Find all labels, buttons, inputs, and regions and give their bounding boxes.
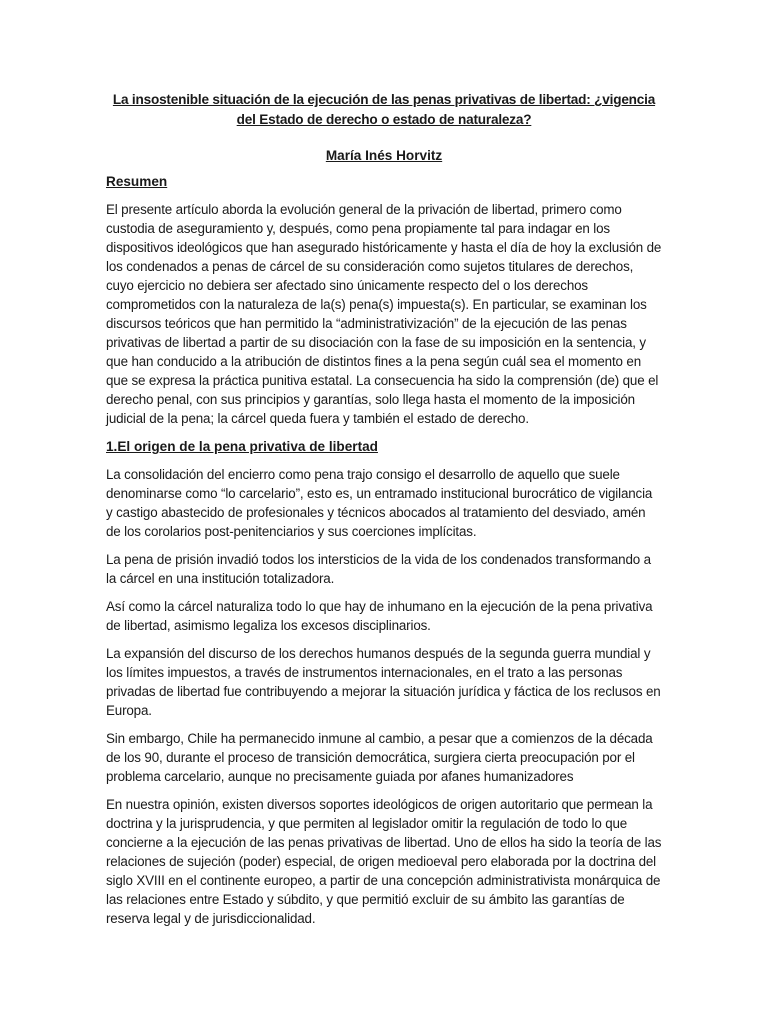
abstract-heading: Resumen [106,174,168,189]
body-paragraph: La consolidación del encierro como pena trajo consigo el desarrollo de aquello que suele denominarse como “lo carcelario”, esto es, un entramado institucional burocrático de vigilancia y castigo abastecido de profesionales y técnicos abocados al tratamiento del desviado, amén de los corolarios post-penitenciarios y sus coerciones implícitas. [106,467,653,539]
document-body [106,90,662,937]
section-1-heading: 1.El origen de la pena privativa de libertad [106,439,378,454]
body-paragraph: Así como la cárcel naturaliza todo lo que hay de inhumano en la ejecución de la pena privativa de libertad, asimismo legaliza los excesos disciplinarios. [106,599,653,633]
body-paragraph: Sin embargo, Chile ha permanecido inmune al cambio, a pesar que a comienzos de la década de los 90, durante el proceso de transición democrática, surgiera cierta preocupación por el problema carcelario, aunque no precisamente guiada por afanes humanizadores [106,731,653,784]
author-name: María Inés Horvitz [325,148,443,163]
abstract-paragraph: El presente artículo aborda la evolución general de la privación de libertad, primero como custodia de aseguramiento y, después, como pena propiamente tal para indagar en los dispositivos ideológicos que han asegurado históricamente y hasta el día de hoy la exclusión de los condenados a penas de cárcel de su consideración como sujetos titulares de derechos, cuyo ejercicio no debiera ser afectado sino únicamente respecto del o los derechos comprometidos con la naturaleza de la(s) pena(s) impuesta(s). En particular, se examinan los discursos teóricos que han permitido la “administrativización” de la ejecución de las penas privativas de libertad a partir de su disociación con la fase de su imposición en la sentencia, y que han conducido a la atribución de distintos fines a la pena según cuál sea el momento en que se expresa la práctica punitiva estatal. La consecuencia ha sido la comprensión (de) que el derecho penal, con sus principios y garantías, solo llega hasta el momento de la imposición judicial de la pena; la cárcel queda fuera y también el estado de derecho. [106,202,662,426]
document-title: La insostenible situación de la ejecución de las penas privativas de libertad: ¿vigencia del Estado de derecho o estado de naturaleza? [112,92,656,127]
body-paragraph: La pena de prisión invadió todos los intersticios de la vida de los condenados transformando a la cárcel en una institución totalizadora. [106,552,651,586]
body-paragraph: En nuestra opinión, existen diversos soportes ideológicos de origen autoritario que permean la doctrina y la jurisprudencia, y que permiten al legislador omitir la regulación de todo lo que concierne a la ejecución de las penas privativas de libertad. Uno de ellos ha sido la teoría de las relaciones de sujeción (poder) especial, de origen medioeval pero elaborada por la doctrina del siglo XVIII en el continente europeo, a partir de una concepción administrativista monárquica de las relaciones entre Estado y súbdito, y que permitió excluir de su ámbito las garantías de reserva legal y de jurisdiccionalidad. [106,797,662,926]
body-paragraph: La expansión del discurso de los derechos humanos después de la segunda guerra mundial y los límites impuestos, a través de instrumentos internacionales, en el trato a las personas privadas de libertad fue contribuyendo a mejorar la situación jurídica y fáctica de los reclusos en Europa. [106,646,661,718]
